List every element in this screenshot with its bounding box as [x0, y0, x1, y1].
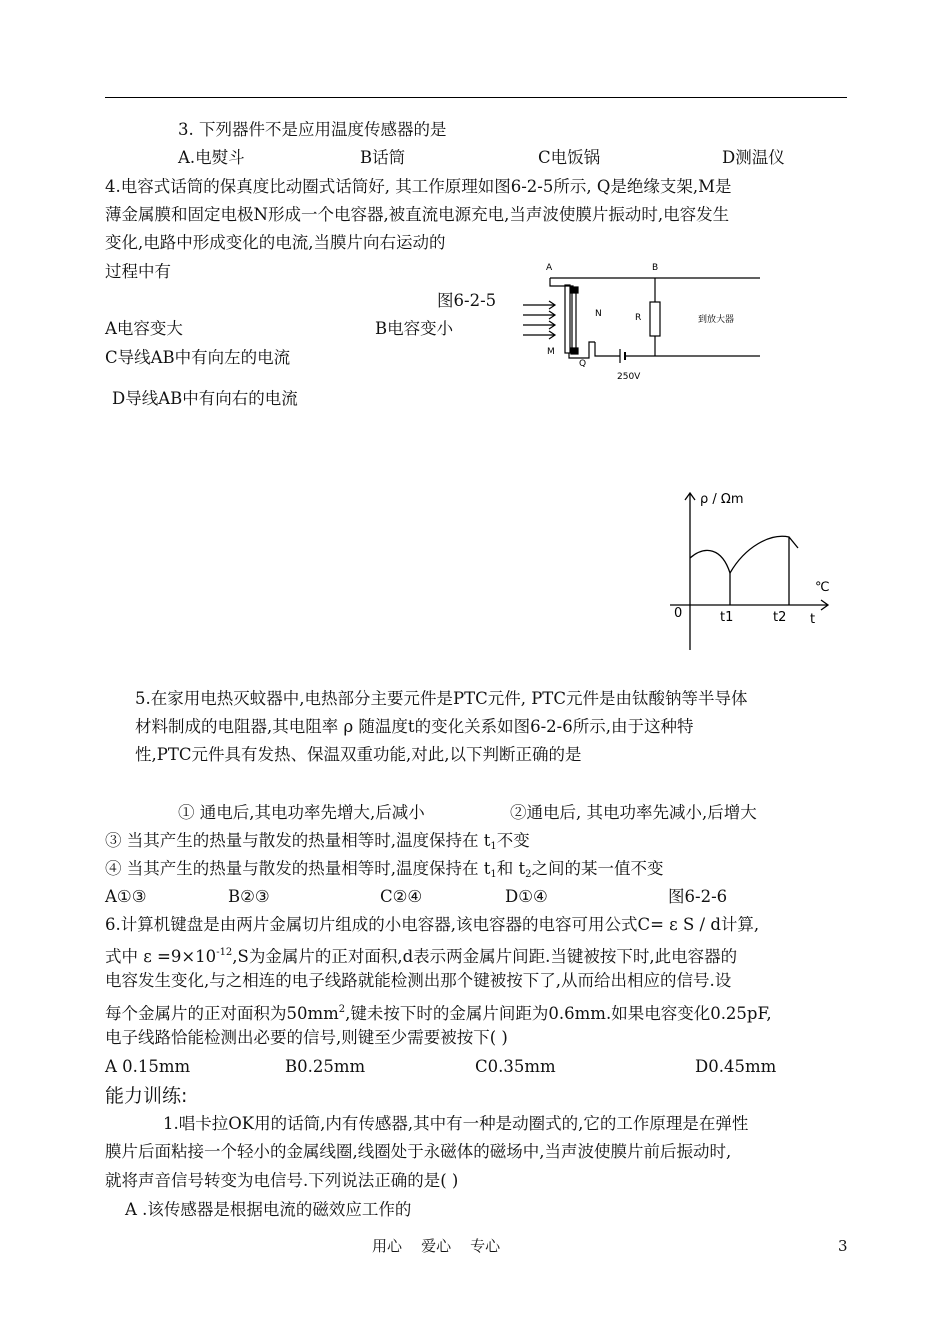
q5-line-3: 性,PTC元件具有发热、保温双重功能,对此,以下判断正确的是 [135, 745, 582, 764]
q6-option-d: D0.45mm [695, 1057, 777, 1076]
graph-x-axis-label: t [810, 612, 816, 627]
q6-option-a: A 0.15mm [105, 1057, 191, 1076]
q5-line-1: 5.在家用电热灭蚊器中,电热部分主要元件是PTC元件, PTC元件是由钛酸钠等半导体 [135, 689, 748, 708]
q6-line-5: 电子线路恰能检测出必要的信号,则键至少需要被按下( ) [105, 1028, 508, 1047]
q4-line-2: 薄金属膜和固定电极N形成一个电容器,被直流电源充电,当声波使膜片振动时,电容发生 [105, 205, 730, 224]
q5-statement-2: ②通电后, 其电功率先减小,后增大 [510, 803, 757, 822]
q4-option-c: C导线AB中有向左的电流 [105, 348, 291, 367]
graph-origin: 0 [674, 606, 683, 621]
circuit-label-n: N [595, 309, 602, 319]
q4-line-3: 变化,电路中形成变化的电流,当膜片向右运动的 [105, 233, 446, 252]
q3-option-d: D测温仪 [722, 148, 785, 167]
q6-line-2: 式中 $\varepsilon =9\times 10^{-12},S$为金属片的正对面积,d表示两金属片间距.当键被按下时,此电容器的 [105, 947, 738, 966]
q6-option-c: C0.35mm [475, 1057, 556, 1076]
circuit-label-m: M [547, 347, 555, 357]
section-q1-line-2: 膜片后面粘接一个轻小的金属线圈,线圈处于永磁体的磁场中,当声波使膜片前后振动时, [105, 1142, 732, 1161]
q4-line-1: 4.电容式话筒的保真度比动圈式话筒好, 其工作原理如图6-2-5所示, Q是绝缘支架,M是 [105, 177, 732, 196]
page-number: 3 [838, 1237, 848, 1255]
circuit-diagram-6-2-5 [515, 258, 765, 388]
q4-option-d: D导线AB中有向右的电流 [112, 389, 298, 408]
q3-stem: 3. 下列器件不是应用温度传感器的是 [178, 120, 447, 139]
section-q1-line-3: 就将声音信号转变为电信号.下列说法正确的是( ) [105, 1171, 459, 1190]
header-rule [105, 97, 847, 98]
q5-statement-4: ④ 当其产生的热量与散发的热量相等时,温度保持在 $t_1$和 $t_2$之间的某一值不变 [105, 859, 664, 880]
circuit-label-b: B [652, 263, 659, 273]
circuit-label-q: Q [579, 359, 587, 369]
q5-line-2: 材料制成的电阻器,其电阻率 ρ 随温度t的变化关系如图6-2-6所示,由于这种特 [135, 717, 694, 736]
graph-x-unit: ℃ [815, 580, 830, 595]
q5-statement-3: ③ 当其产生的热量与散发的热量相等时,温度保持在 $t_1$不变 [105, 831, 530, 852]
circuit-to-amplifier: 到放大器 [698, 315, 735, 325]
section-q1-option-a: A .该传感器是根据电流的磁效应工作的 [125, 1200, 412, 1219]
resistivity-temperature-graph [660, 485, 840, 655]
q6-line-1: 6.计算机键盘是由两片金属切片组成的小电容器,该电容器的电容可用公式C= ε S / d计算, [105, 915, 760, 934]
q5-option-a: A①③ [105, 887, 147, 906]
section-q1-line-1: 1.唱卡拉OK用的话筒,内有传感器,其中有一种是动圈式的,它的工作原理是在弹性 [163, 1114, 749, 1133]
figure-caption-6-2-6: 图6-2-6 [668, 887, 728, 906]
q4-line-4: 过程中有 [105, 262, 171, 281]
circuit-voltage: 250V [617, 372, 641, 382]
circuit-label-r: R [635, 313, 642, 323]
q6-line-3: 电容发生变化,与之相连的电子线路就能检测出那个键被按下了,从而给出相应的信号.设 [105, 971, 732, 990]
graph-y-label: ρ / Ωm [700, 492, 744, 507]
q5-option-c: C②④ [380, 887, 423, 906]
q5-statement-1: ① 通电后,其电功率先增大,后减小 [178, 803, 425, 822]
q3-option-a: A.电熨斗 [178, 148, 245, 167]
section-title: 能力训练: [105, 1085, 188, 1107]
figure-caption-6-2-5: 图6-2-5 [437, 291, 497, 310]
q4-option-a: A电容变大 [105, 319, 183, 338]
q6-line-4: 每个金属片的正对面积为$50mm^2$,键未按下时的金属片间距为0.6mm.如果电容变化0.25pF, [105, 1004, 772, 1023]
q5-option-b: B②③ [228, 887, 270, 906]
q6-option-b: B0.25mm [285, 1057, 366, 1076]
footer-motto: 用心 爱心 专心 [372, 1237, 501, 1255]
q5-option-d: D①④ [505, 887, 548, 906]
circuit-label-a: A [546, 263, 553, 273]
q3-option-c: C电饭锅 [538, 148, 601, 167]
q3-option-b: B话筒 [360, 148, 406, 167]
graph-t2-label: t2 [773, 610, 787, 625]
q4-option-b: B电容变小 [375, 319, 454, 338]
graph-t1-label: t1 [720, 610, 734, 625]
